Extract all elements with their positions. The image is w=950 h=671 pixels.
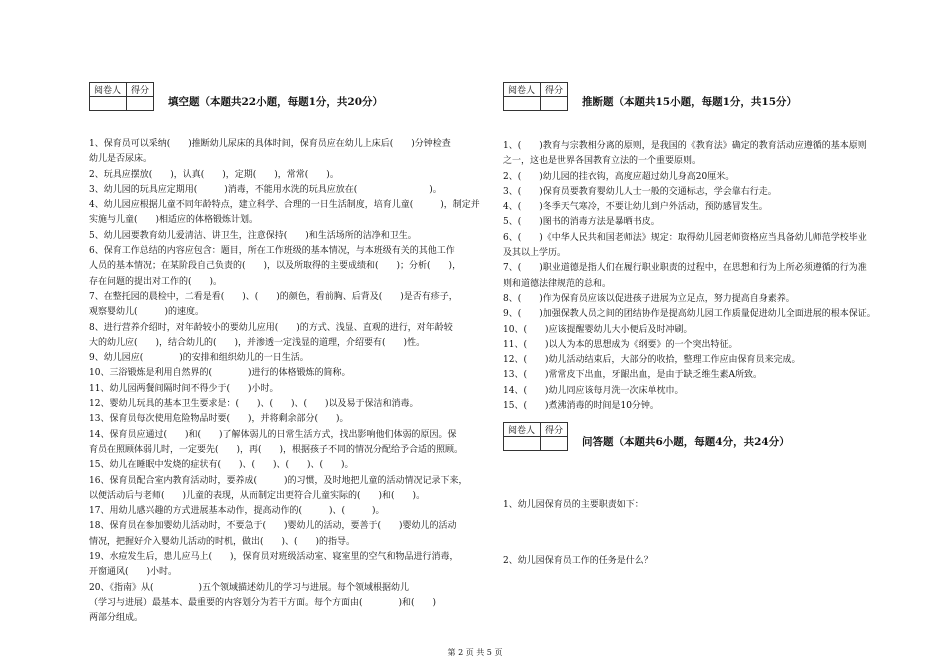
question-line: 则和道德法律规范的总和。	[503, 278, 612, 289]
question-line: 4、幼儿园应根据儿童不同年龄特点，建立科学、合理的一日生活制度，培育儿童( )，制定并实施与儿童( )相适应的体格锻炼计划。	[89, 200, 480, 226]
section-title: 填空题（本题共22小题，每题1分，共20分）	[168, 96, 384, 108]
question-line: 以便活动后与老师( )儿童的表现，从而制定出更符合儿童实际的( )和( )。	[89, 490, 426, 501]
question-line: 5、幼儿园要教育幼儿爱清洁、讲卫生，注意保持( )和生活场所的洁净和卫生。	[89, 230, 417, 241]
grader-label: 阅卷人	[504, 423, 541, 437]
question-line: 14、保育员应通过( )和( )了解体弱儿的日常生活方式，找出影响他们体弱的原因。保	[89, 429, 457, 440]
question-line: 13、保育员每次使用危险物品时要( )，并将剩余部分( )。	[89, 414, 349, 425]
question-line: 育员在照顾体弱儿时，一定要先( )，再( )，根据孩子不同的情况分配给予合适的照顾。	[89, 444, 464, 455]
question-line: 18、保育员在参加婴幼儿活动时，不要急于( )婴幼儿的活动，要善于( )婴幼儿的活动	[89, 521, 457, 532]
question-line: 情况，把握好介入婴幼儿活动的时机，做出( )、( )的指导。	[89, 536, 356, 547]
question-line: 5、( )图书的消毒方法是暴晒书皮。	[503, 217, 660, 228]
section-header	[89, 82, 487, 111]
grader-cell	[504, 437, 541, 451]
question-line: 4、( )冬季天气寒冷，不要让幼儿到户外活动，预防感冒发生。	[503, 202, 768, 213]
question-line: 及其以上学历。	[503, 248, 567, 259]
grader-score-table	[503, 422, 568, 451]
short-answer-section	[503, 422, 888, 566]
question-line: 15、幼儿在睡眠中发烧的症状有( )、( )、( )、( )。	[89, 460, 354, 471]
score-cell	[541, 437, 568, 451]
question-line: 开窗通风( )小时。	[89, 567, 178, 578]
question-line: 9、( )加强保教人员之间的团结协作是提高幼儿园工作质量促进幼儿全面进展的根本保证。	[503, 309, 876, 320]
score-label: 得分	[541, 423, 568, 437]
answer-question-2: 2、幼儿园保育员工作的任务是什么？	[503, 556, 653, 566]
question-line: 存在问题的提出对工作的( )。	[89, 276, 223, 287]
section-title: 问答题（本题共6小题，每题4分，共24分）	[582, 436, 790, 448]
section-title: 推断题（本题共15小题，每题1分，共15分）	[582, 96, 798, 108]
fill-in-section	[89, 82, 487, 627]
question-line: 17、用幼儿感兴趣的方式进展基本动作，提高动作的( )、( )。	[89, 506, 385, 517]
question-line: 1、( )教育与宗教相分离的原则，是我国的《教育法》确定的教育活动应遵循的基本原则	[503, 141, 867, 151]
question-line: 2、玩具应摆放( )，认真( )，定期( )，常常( )。	[89, 169, 339, 180]
section-header	[503, 422, 888, 451]
question-line: 3、( )保育员要教育婴幼儿人士一般的交通标志，学会靠右行走。	[503, 186, 777, 197]
question-line: 之一，这也是世界各国教育立法的一个重要原则。	[503, 156, 702, 167]
question-line: 12、( )幼儿活动结束后，大部分的收拾，整理工作应由保育员来完成。	[503, 355, 801, 366]
question-line: 10、三浴锻炼是利用自然界的( )进行的体格锻炼的简称。	[89, 368, 351, 379]
question-line: 14、( )幼儿同应该每月洗一次床单枕巾。	[503, 385, 684, 396]
question-line: 12、婴幼儿玩具的基本卫生要求是：( )、( )、( )以及易于保洁和消毒。	[89, 399, 419, 410]
question-line: 2、( )幼儿园的挂衣钩，高度应超过幼儿身高20厘米。	[503, 171, 735, 182]
question-line: 1、保育员可以采纳( )推断幼儿尿床的具体时间，保育员应在幼儿上床后( )分钟检查	[89, 139, 451, 149]
question-list	[89, 137, 487, 627]
grader-cell	[90, 97, 127, 111]
grader-score-table	[503, 82, 568, 111]
question-line: 人员的基本情况；在某阶段自己负责的( )，以及所取得的主要成绩和( )；分析( )，	[89, 261, 462, 272]
question-line: 3、幼儿园的玩具应定期用( )消毒，不能用水洗的玩具应放在( )。	[89, 184, 442, 195]
score-label: 得分	[127, 83, 154, 97]
question-line: 16、保育员配合室内教育活动时，要养成( )的习惯，及时地把儿童的活动情况记录下来，	[89, 475, 468, 486]
answer-question-1: 1、幼儿园保育员的主要职责如下：	[503, 500, 644, 510]
grader-cell	[504, 97, 541, 111]
question-line: 11、幼儿园两餐间隔时间不得少于( )小时。	[89, 383, 279, 394]
question-line: 11、( )以人为本的思想成为《纲要》的一个突出特征。	[503, 339, 738, 350]
question-list	[503, 139, 888, 414]
question-line: 8、( )作为保育员应该以促进孩子进展为立足点，努力提高自身素养。	[503, 293, 795, 304]
section-header	[503, 82, 888, 111]
question-line: 幼儿是否尿床。	[89, 154, 153, 165]
true-false-section	[503, 82, 888, 566]
question-line: 6、保育工作总结的内容应包含：题目，所在工作班级的基本情况，与本班级有关的其他工作	[89, 246, 455, 257]
question-line: 两部分组成。	[89, 613, 144, 624]
question-line: （学习与进展）最基本、最重要的内容划分为若干方面。每个方面由( )和( )	[89, 597, 437, 608]
grader-label: 阅卷人	[504, 83, 541, 97]
question-line: 9、幼儿园应( )的安排和组织幼儿的一日生活。	[89, 353, 309, 364]
question-line: 19、水痘发生后，患儿应马上( )，保育员对班级活动室、寝室里的空气和物品进行消毒，	[89, 552, 459, 563]
question-line: 20、《指南》从( )五个领域描述幼儿的学习与进展。每个领域根据幼儿	[89, 582, 409, 593]
question-line: 大的幼儿应( )，结合幼儿的( )，并渗透一定浅显的道理，介绍要有( )性。	[89, 337, 426, 348]
page-number: 第 2 页 共 5 页	[447, 648, 503, 657]
question-line: 观察婴幼儿( )的速度。	[89, 307, 205, 318]
grader-label: 阅卷人	[90, 83, 127, 97]
question-line: 13、( )常常皮下出血，牙龈出血，是由于缺乏维生素A所致。	[503, 370, 762, 381]
question-line: 6、( )《中华人民共和国老师法》规定：取得幼儿园老师资格应当具备幼儿师范学校毕业	[503, 232, 867, 243]
grader-score-table	[89, 82, 154, 111]
score-cell	[127, 97, 154, 111]
score-label: 得分	[541, 83, 568, 97]
question-line: 8、进行营养介绍时，对年龄较小的要幼儿应用( )的方式、浅显、直观的进行，对年龄较	[89, 322, 453, 333]
question-line: 10、( )应该提醒婴幼儿大小便后及时冲刷。	[503, 324, 693, 335]
score-cell	[541, 97, 568, 111]
question-line: 7、( )职业道德是指人们在履行职业职责的过程中，在思想和行为上所必须遵循的行为准	[503, 263, 867, 274]
question-line: 15、( )煮沸消毒的时间是10分钟。	[503, 401, 659, 412]
question-line: 7、在整托园的晨检中，二看是看( )、( )的颜色，看前胸、后背及( )是否有疹子，	[89, 291, 458, 302]
